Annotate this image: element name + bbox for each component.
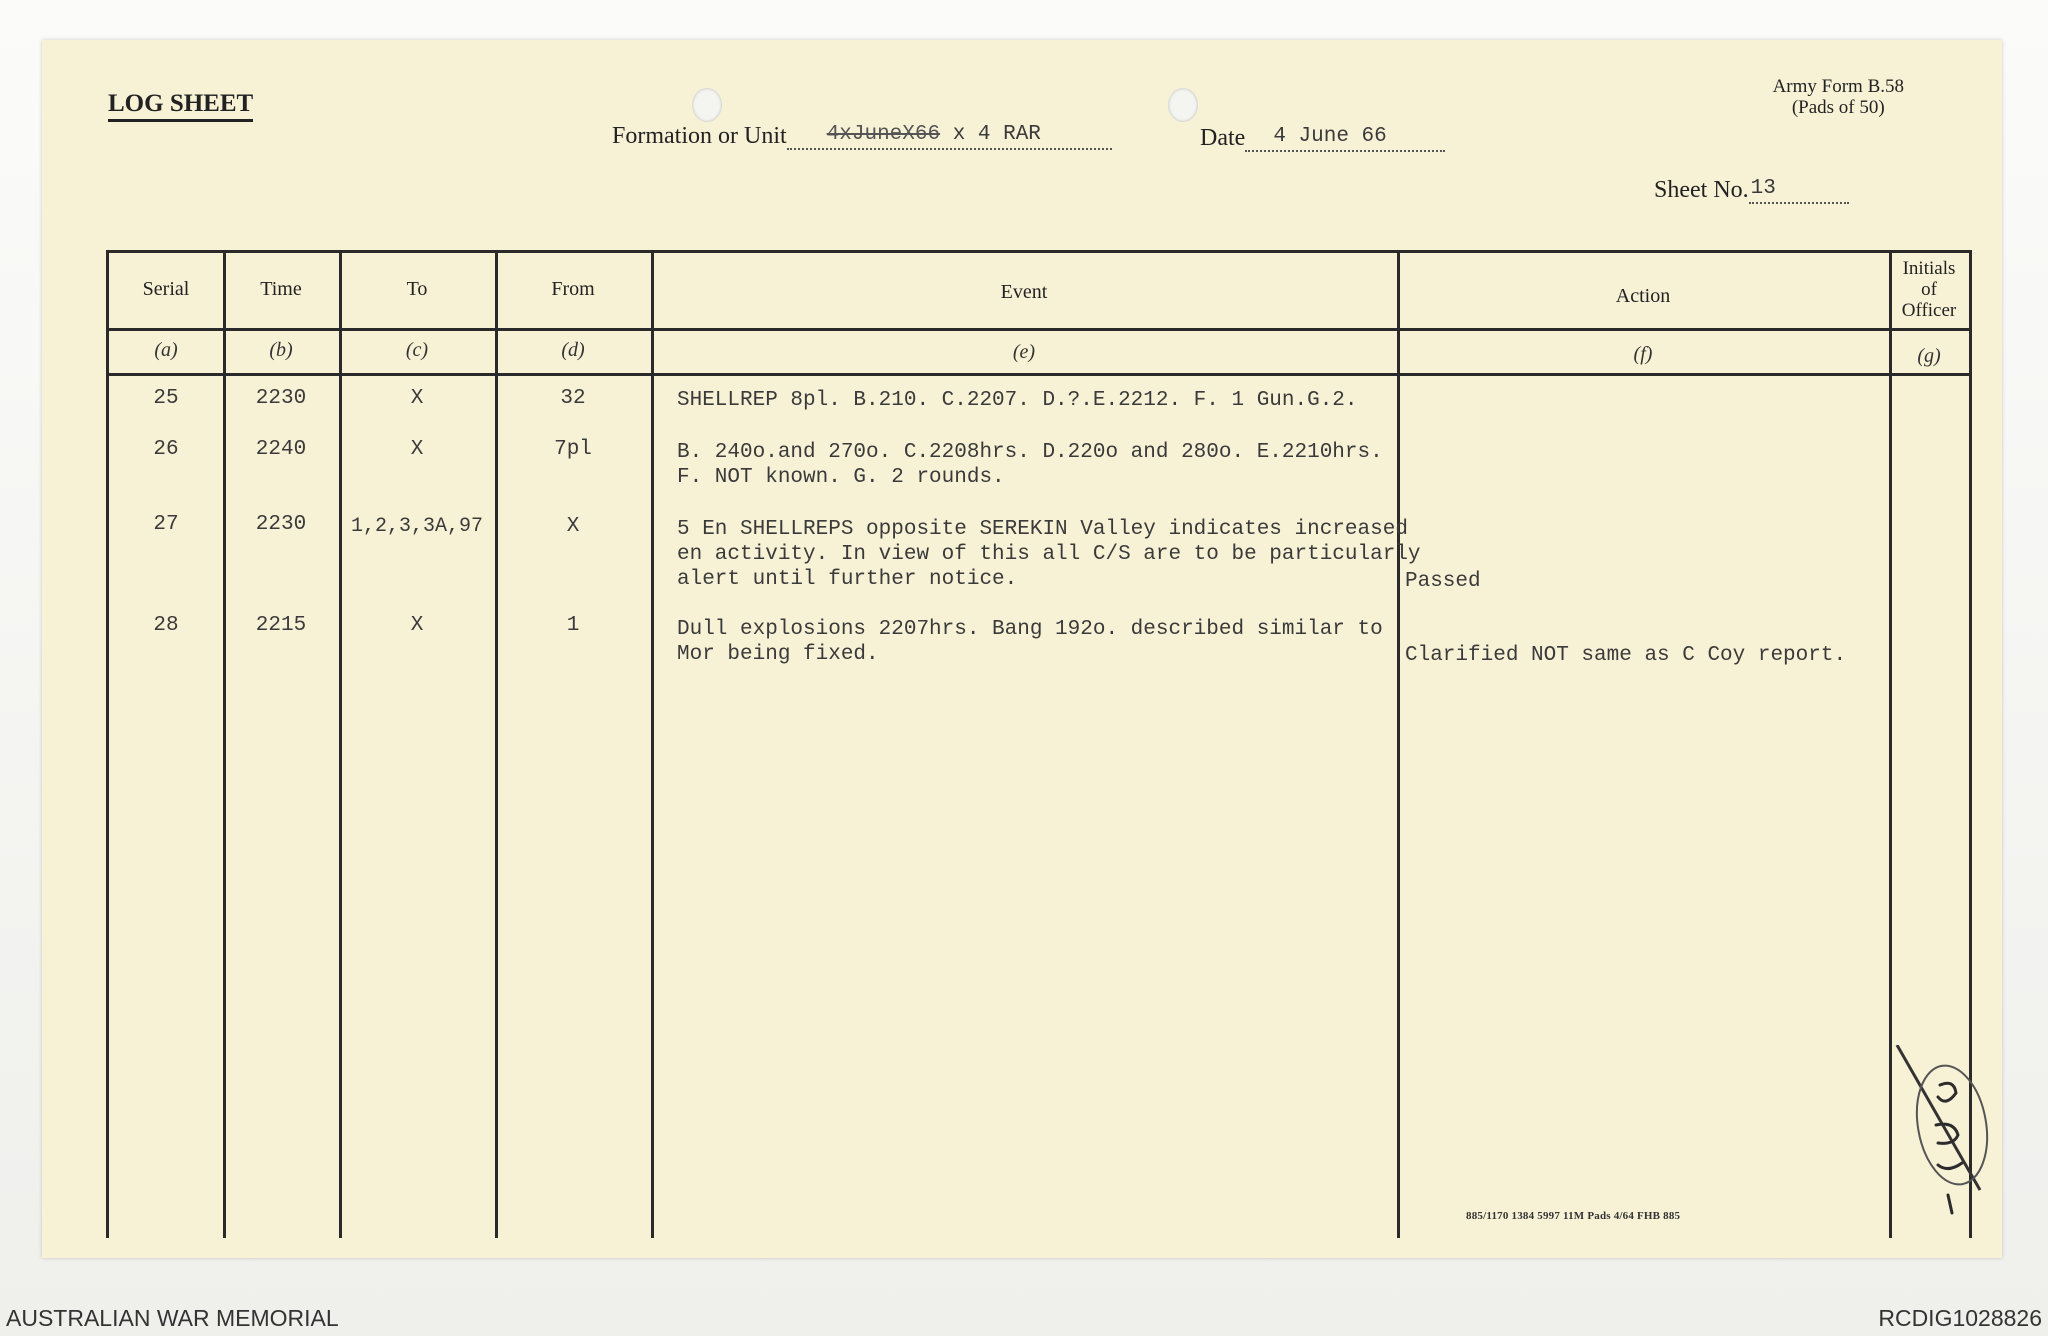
header-to: To [406, 278, 428, 300]
row-28-from: 1 [566, 614, 580, 637]
header-from: From [551, 278, 595, 300]
row-27-action: Passed [1405, 570, 1481, 593]
unit-struck-text: 4xJuneX66 [826, 123, 941, 146]
row-25-serial: 25 [153, 387, 179, 410]
row-27-to: 1,2,3,3A,97 [350, 515, 484, 538]
form-number: Army Form B.58 [1772, 76, 1904, 97]
footer-left: AUSTRALIAN WAR MEMORIAL [6, 1305, 339, 1331]
handwritten-initials-mark [1892, 1045, 1992, 1245]
punch-hole-left [692, 88, 722, 122]
unit-field [612, 120, 1112, 150]
unit-label: Formation or Unit [612, 123, 787, 149]
row-26-to: X [410, 438, 424, 461]
row-28-to: X [410, 614, 424, 637]
row-27-from: X [566, 515, 580, 538]
letter-a: (a) [154, 339, 178, 361]
header-time: Time [260, 278, 302, 300]
header-initials [1889, 258, 1969, 321]
sheet-label: Sheet No. [1654, 177, 1749, 203]
header-initials-line: Initials [1902, 258, 1956, 279]
sheet-line [1749, 174, 1849, 204]
row-26-from: 7pl [554, 438, 592, 461]
header-initials-line: of [1921, 279, 1937, 300]
date-line [1245, 122, 1445, 152]
punch-hole-right [1168, 88, 1198, 122]
unit-line [787, 120, 1112, 150]
row-25-time: 2230 [255, 387, 307, 410]
row-28-serial: 28 [153, 614, 179, 637]
header-event: Event [1000, 281, 1048, 303]
header-serial: Serial [142, 278, 190, 300]
sheet-value: 13 [1750, 177, 1776, 200]
date-value: 4 June 66 [1273, 125, 1387, 148]
footer-right: RCDIG1028826 [1878, 1305, 2042, 1331]
row-27-event: 5 En SHELLREPS opposite SEREKIN Valley indicates increased en activity. In view of this all C/S are to be particularly alert until further notice. [677, 518, 1421, 591]
row-28-time: 2215 [255, 614, 307, 637]
date-field [1200, 122, 1445, 152]
log-table [106, 250, 1972, 1238]
column-divider [651, 253, 654, 1238]
unit-value: x 4 RAR [952, 123, 1041, 146]
print-code: 885/1170 1384 5997 11M Pads 4/64 FHB 885 [1466, 1210, 1681, 1222]
form-identifier [1773, 76, 1904, 118]
letter-f: (f) [1633, 343, 1653, 365]
sheet-number-field [1654, 174, 1849, 204]
header-divider [109, 328, 1969, 331]
row-27-time: 2230 [255, 513, 307, 536]
row-28-event: Dull explosions 2207hrs. Bang 192o. described similar to Mor being fixed. [677, 618, 1383, 666]
letter-g: (g) [1917, 345, 1941, 367]
column-divider [1397, 253, 1400, 1238]
header-action: Action [1615, 285, 1671, 307]
pads-note: (Pads of 50) [1791, 97, 1885, 118]
header-initials-line: Officer [1901, 300, 1957, 321]
row-28-action: Clarified NOT same as C Coy report. [1405, 644, 1847, 667]
letter-b: (b) [269, 339, 293, 361]
row-26-serial: 26 [153, 438, 179, 461]
row-27-serial: 27 [153, 513, 179, 536]
letter-d: (d) [561, 339, 585, 361]
log-sheet-paper [42, 40, 2002, 1258]
letter-c: (c) [405, 339, 429, 361]
row-25-from: 32 [560, 387, 586, 410]
form-title: LOG SHEET [108, 90, 253, 122]
letter-e: (e) [1012, 341, 1036, 363]
row-26-time: 2240 [255, 438, 307, 461]
row-25-to: X [410, 387, 424, 410]
row-26-event: B. 240o.and 270o. C.2208hrs. D.220o and 280o. E.2210hrs. F. NOT known. G. 2 rounds. [677, 441, 1383, 489]
row-25-event: SHELLREP 8pl. B.210. C.2207. D.?.E.2212. F. 1 Gun.G.2. [677, 389, 1358, 412]
subheader-divider [109, 373, 1969, 376]
date-label: Date [1200, 125, 1246, 151]
